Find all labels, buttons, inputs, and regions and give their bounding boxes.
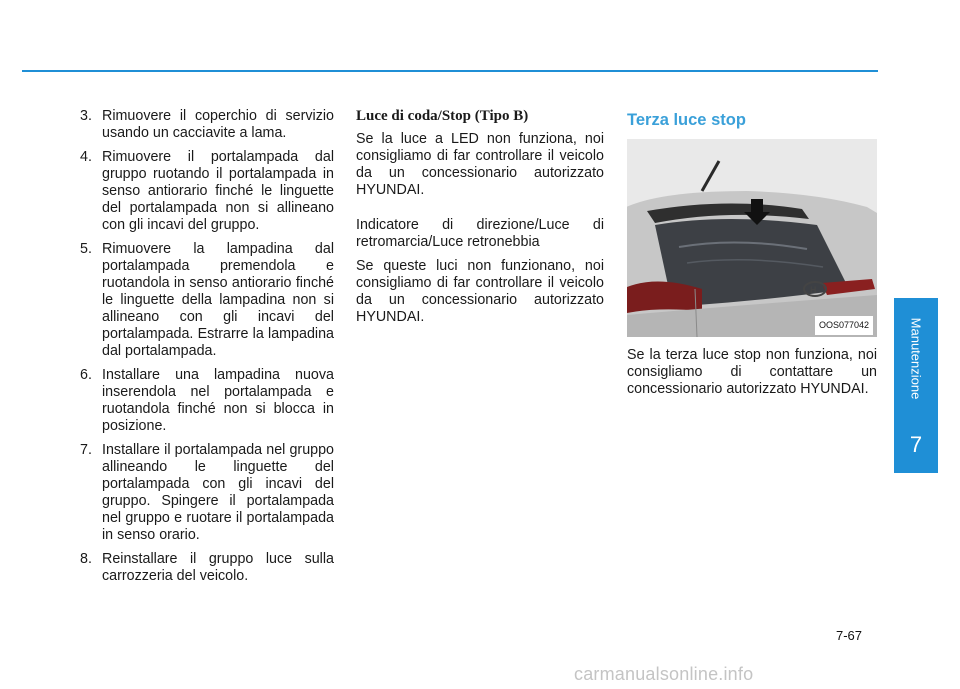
chapter-label (894, 298, 938, 418)
tail-lamp-heading: Luce di coda/Stop (Tipo B) (356, 108, 529, 124)
step-item (80, 149, 334, 234)
third-stop-paragraph: Se la terza luce stop non funziona, noi consigliamo di contattare un concessionario autorizzato HYUNDAI. (627, 347, 877, 397)
indicator-subtitle: Indicatore di direzione/Luce di retromarcia/Luce retronebbia (356, 217, 604, 250)
step-number: 7. (80, 442, 92, 458)
chapter-label-text: Manutenzione (908, 317, 924, 399)
step-number: 5. (80, 241, 92, 257)
watermark: carmanualsonline.info (574, 664, 754, 684)
chapter-number: 7 (909, 432, 923, 457)
svg-text:H: H (810, 285, 817, 295)
led-paragraph: Se la luce a LED non funziona, noi consigliamo di far controllare il veicolo da un concessionario autorizzato HYUNDAI. (356, 131, 604, 198)
procedure-steps (80, 108, 334, 585)
step-text: Reinstallare il gruppo luce sulla carrozzeria del veicolo. (102, 551, 334, 584)
step-number: 6. (80, 367, 92, 383)
step-number: 8. (80, 551, 92, 567)
page-number: 7-67 (836, 628, 863, 643)
step-text: Rimuovere il portalampada dal gruppo ruotando il portalampada in senso antiorario finché le linguette del portalampada non si allineano con gli incavi del gruppo. (102, 149, 334, 233)
indicator-paragraph: Se queste luci non funzionano, noi consigliamo di far controllare il veicolo da un concessionario autorizzato HYUNDAI. (356, 258, 604, 325)
header-rule (22, 70, 878, 72)
step-number: 3. (80, 108, 92, 124)
step-text: Rimuovere il coperchio di servizio usando un cacciavite a lama. (102, 108, 334, 141)
step-item (80, 442, 334, 544)
rear-car-image (627, 139, 877, 337)
step-item (80, 551, 334, 585)
step-number: 4. (80, 149, 92, 165)
tail-lamp-column (356, 108, 604, 333)
step-item (80, 241, 334, 360)
steps-column (80, 108, 334, 592)
step-item (80, 108, 334, 142)
chapter-tab (894, 298, 938, 473)
image-caption: OOS077042 (815, 316, 873, 335)
step-item (80, 367, 334, 435)
step-text: Installare il portalampada nel gruppo allineando le linguette del portalampada con gli incavi del gruppo. Spingere il portalampada nel gruppo e ruotare il portalampada in senso orario. (102, 442, 334, 543)
third-stop-column (627, 108, 877, 405)
step-text: Rimuovere la lampadina dal portalampada premendola e ruotandola in senso antiorario finché le linguette della lampadina non si allineano con gli incavi del portalampada. Estrarre la lampadina dal portalampada. (102, 241, 334, 359)
step-text: Installare una lampadina nuova inserendola nel portalampada e ruotandola finché non si blocca in posizione. (102, 367, 334, 434)
third-stop-heading: Terza luce stop (627, 111, 746, 129)
rear-car-illustration (627, 139, 877, 337)
